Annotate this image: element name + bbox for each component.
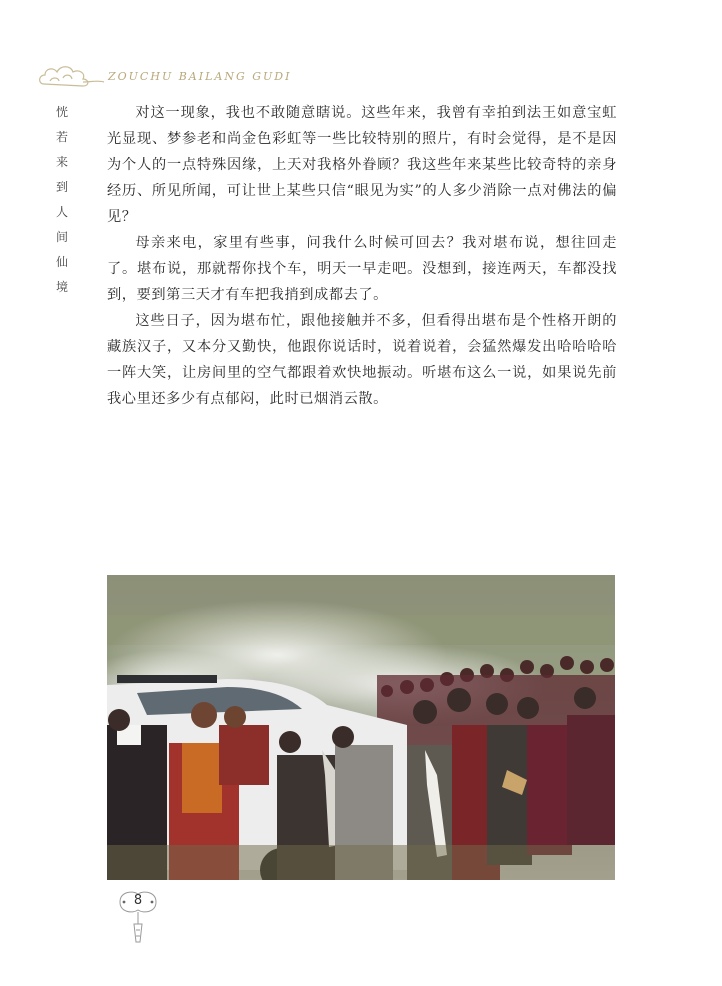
page-number-ornament (116, 890, 160, 950)
running-header (34, 60, 314, 96)
body-text (107, 100, 617, 412)
paragraph: 这些日子，因为堪布忙，跟他接触并不多，但看得出堪布是个性格开朗的藏族汉子，又本分又勤快，他跟你说话时，说着说着，会猛然爆发出哈哈哈哈一阵大笑，让房间里的空气都跟着欢快地振动。听堪布这么一说，如果说先前我心里还多少有点郁闷，此时已烟消云散。 (107, 313, 617, 407)
page-number: 8 (133, 893, 143, 908)
paragraph: 母亲来电，家里有些事，问我什么时候可回去？我对堪布说，想往回走了。堪布说，那就帮你找个车，明天一早走吧。没想到，接连两天，车都没找到，要到第三天才有车把我捎到成都去了。 (107, 235, 617, 303)
running-title: ZOUCHU BAILANG GUDI (108, 70, 292, 83)
side-title-char: 间 (55, 230, 68, 244)
side-title-char: 恍 (55, 105, 68, 119)
side-title-char: 到 (55, 180, 68, 194)
side-title-char: 境 (55, 280, 68, 294)
photo-crowd-with-monks (107, 575, 615, 880)
side-title-char: 人 (55, 205, 68, 219)
side-title-char: 若 (55, 130, 68, 144)
vertical-chapter-title (52, 100, 72, 300)
cloud-ornament-icon (36, 60, 106, 94)
side-title-char: 仙 (55, 255, 68, 269)
paragraph: 对这一现象，我也不敢随意瞎说。这些年来，我曾有幸拍到法王如意宝虹光显现、梦参老和尚金色彩虹等一些比较特别的照片，有时会觉得，是不是因为个人的一点特殊因缘，上天对我格外眷顾？我这些年来某些比较奇特的亲身经历、所见所闻，可让世上某些只信“眼见为实”的人多少消除一点对佛法的偏见？ (107, 105, 617, 225)
side-title-char: 来 (55, 155, 68, 169)
